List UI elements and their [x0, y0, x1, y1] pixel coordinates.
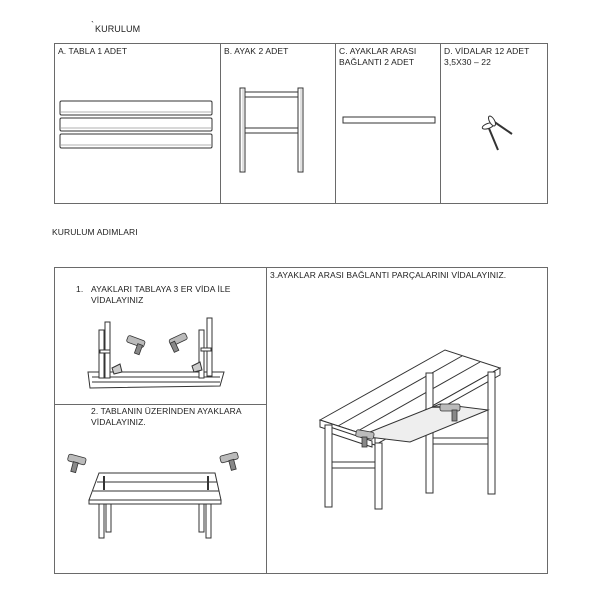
- steps-heading: KURULUM ADIMLARI: [52, 227, 138, 237]
- part-a-label: A. TABLA 1 ADET: [58, 46, 128, 56]
- part-c-label: C. AYAKLAR ARASI BAĞLANTI 2 ADET: [339, 46, 417, 67]
- part-d-label: D. VİDALAR 12 ADET 3,5X30 – 22: [444, 46, 530, 67]
- step-3-text: 3.AYAKLAR ARASI BAĞLANTI PARÇALARINI VİDALAYINIZ.: [270, 270, 507, 280]
- step-1-number: 1.: [76, 284, 84, 294]
- step-2-text: 2. TABLANIN ÜZERİNDEN AYAKLARA VİDALAYINIZ.: [91, 406, 242, 427]
- page-title: KURULUM: [95, 24, 141, 34]
- step-1-text: AYAKLARI TABLAYA 3 ER VİDA İLE VİDALAYINIZ: [91, 284, 231, 305]
- part-b-label: B. AYAK 2 ADET: [224, 46, 289, 56]
- title-mark: `: [91, 20, 95, 30]
